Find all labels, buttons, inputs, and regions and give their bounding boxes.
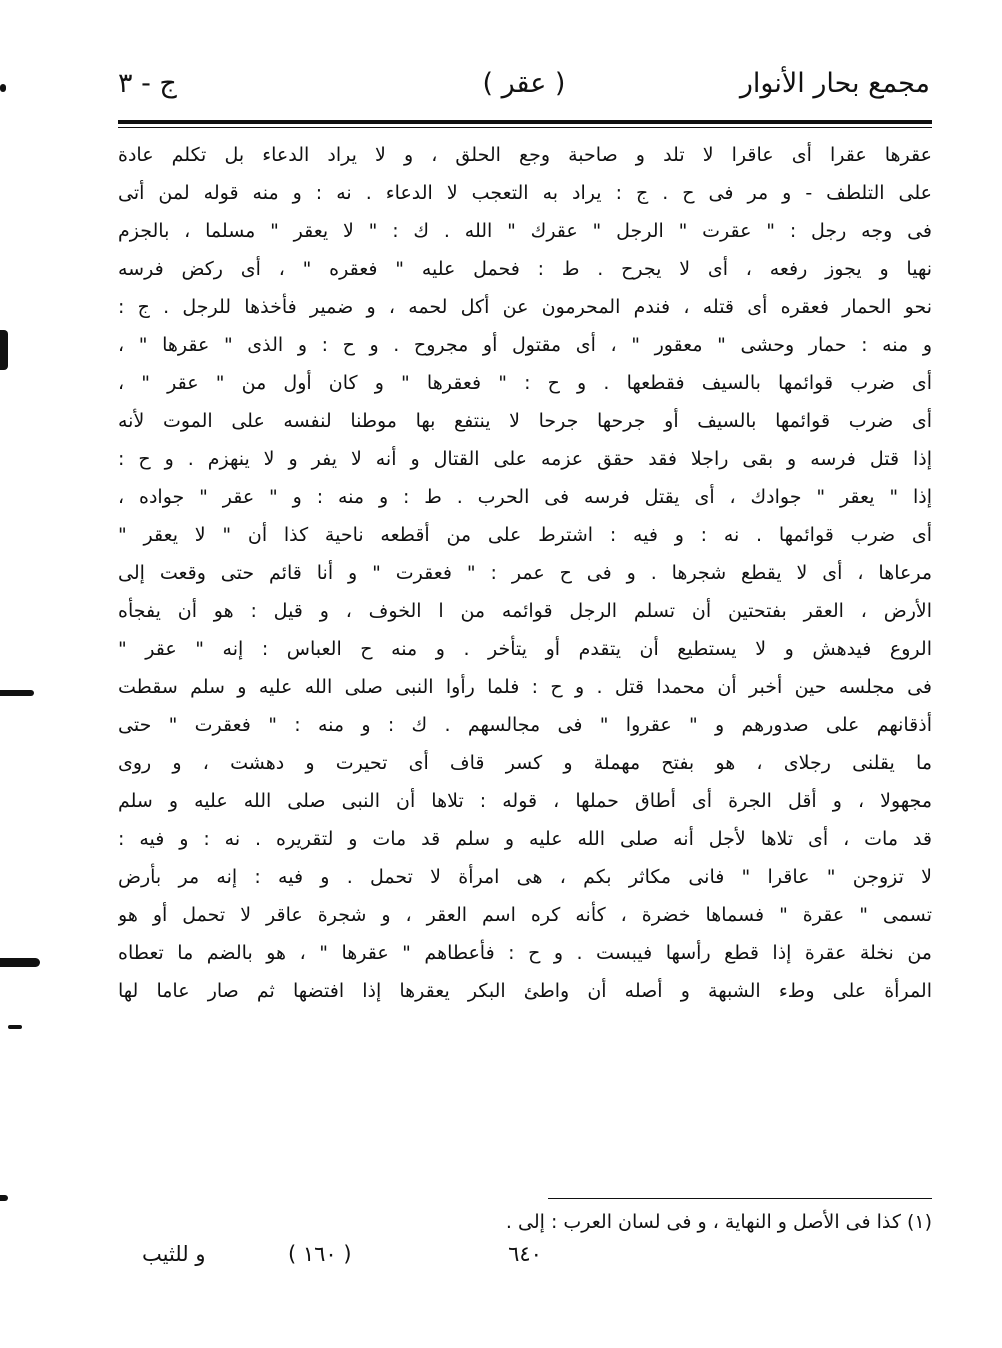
text-line: تسمى " عقرة " فسماها خضرة ، كأنه كره اسم العقر ، و شجرة عاقر لا تحمل أو هو <box>118 904 932 926</box>
text-line: لا تزوجن " عاقرا " فانى مكاثر بكم ، هى امرأة لا تحمل . و فيه : إنه مر بأرض <box>118 866 932 888</box>
footnote-rule <box>548 1198 932 1199</box>
scan-edge-mark <box>0 1195 8 1201</box>
header-rule-thin <box>118 127 932 128</box>
text-line: و منه : حمار وحشى " معقور " ، أى مقتول أو مجروح . و ح : و الذى " عقرها " ، <box>118 334 932 356</box>
text-line: على التلطف - و مر فى ح . ج : يراد به التعجب لا الدعاء . نه : و منه قوله لمن أتى <box>118 182 932 204</box>
text-line: فى وجه رجل : " عقرت " الرجل " عقرك " الله . ك : " لا يعقر " مسلما ، بالجزم <box>118 220 932 242</box>
page-number: ٦٤٠ <box>508 1242 542 1266</box>
text-line: أذقانهم على صدورهم و " عقروا " فى مجالسهم . ك : و منه : " فعقرت " حتى <box>118 714 932 736</box>
book-title: مجمع بحار الأنوار <box>739 68 930 99</box>
scan-edge-mark <box>8 1025 22 1029</box>
text-line: أى ضرب قوائمها بالسيف فقطعها . و ح : " فعقرها " و كان أول من " عقر " ، <box>118 372 932 394</box>
text-line: مرعاها ، أى لا يقطع شجرها . و فى ح عمر : " فعقرت " و أنا قائم حتى وقعت إلى <box>118 562 932 584</box>
text-line: أى ضرب قوائمها . نه : و فيه : اشترط على من أقطعه ناحية كذا أن " لا يعقر " <box>118 524 932 546</box>
text-line: قد مات ، أى تلاها لأجل أنه صلى الله عليه و سلم قد مات و لتقريره . نه : و فيه : <box>118 828 932 850</box>
folio-number: ( ١٦٠ ) <box>288 1242 352 1266</box>
text-line: نهيا و يجوز رفعه ، أى لا يجرح . ط : فحمل عليه " فعقره " ، أى ركض فرسه <box>118 258 932 280</box>
page-footer <box>118 1238 932 1278</box>
entry-word: ( عقر ) <box>482 68 566 99</box>
text-line: مجهولا ، و أقل الجرة أى أطاق حملها ، قوله : تلاها أن النبى صلى الله عليه و سلم <box>118 790 932 812</box>
text-line: الروع فيدهش و لا يستطيع أن يتقدم أو يتأخر . و منه ح العباس : إنه " عقر " <box>118 638 932 660</box>
scan-edge-mark <box>0 330 8 370</box>
text-line: فى مجلسه حين أخبر أن محمدا قتل . و ح : فلما رأوا النبى صلى الله عليه و سلم سقطت <box>118 676 932 698</box>
header-rule-thick <box>118 120 932 124</box>
text-line: أى ضرب قوائمها بالسيف أو جرحها جرحا لا ينتفع بها موطنا لنفسه على الموت لأنه <box>118 410 932 432</box>
text-line: من نخلة عقرة إذا قطع رأسها فيبست . و ح : فأعطاهم " عقرها " ، هو بالضم ما تعطاه <box>118 942 932 964</box>
volume-number: ج - ٣ <box>118 68 177 99</box>
text-line: ما يقلنى رجلاى ، هو بفتح مهملة و كسر قاف أى تحيرت و دهشت ، و روى <box>118 752 932 774</box>
text-line: إذا " يعقر " جوادك ، أى يقتل فرسه فى الحرب . ط : و منه : و " عقر " جواده ، <box>118 486 932 508</box>
text-line: إذا قتل فرسه و بقى راجلا فقد حقق عزمه على القتال و أنه لا يفر و لا ينهزم . و ح : <box>118 448 932 470</box>
text-line: الأرض ، العقر بفتحتين أن تسلم الرجل قوائمه من ا الخوف ، و قيل : هو أن يفجأه <box>118 600 932 622</box>
text-line: عقرها عقرا أى عاقرا لا تلد و صاحبة وجع الحلق ، و لا يراد الدعاء بل تكلم عادة <box>118 144 932 166</box>
scan-edge-mark <box>0 958 40 967</box>
catchword: و للثيب <box>142 1242 206 1266</box>
scan-edge-mark <box>0 84 6 92</box>
main-text-block <box>118 136 932 1010</box>
scan-edge-mark <box>0 690 34 696</box>
footnote: (١) كذا فى الأصل و النهاية ، و فى لسان العرب : إلى . <box>505 1211 932 1233</box>
running-head <box>118 64 930 110</box>
text-line: المرأة على وطء الشبهة و أصله أن واطئ البكر يعقرها إذا افتضها ثم صار عاما لها <box>118 980 932 1002</box>
text-line: نحو الحمار فعقره أى قتله ، فندم المحرمون عن أكل لحمه ، و ضمير فأخذها للرجل . ج : <box>118 296 932 318</box>
